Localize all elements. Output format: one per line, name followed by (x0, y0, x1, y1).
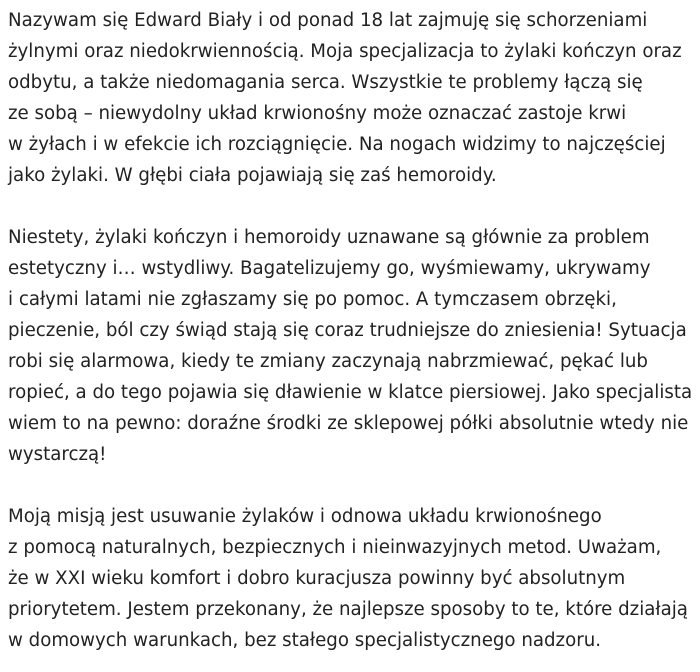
text-line: pieczenie, ból czy świąd stają się coraz trudniejsze do zniesienia! Sytuacja (8, 320, 687, 341)
text-line: ze sobą – niewydolny układ krwionośny może oznaczać zastoje krwi (8, 103, 627, 124)
text-line: Niestety, żylaki kończyn i hemoroidy uznawane są głównie za problem (8, 227, 650, 248)
article-body (8, 5, 696, 656)
text-line: priorytetem. Jestem przekonany, że najlepsze sposoby to te, które działają (8, 599, 688, 620)
text-line: robi się alarmowa, kiedy te zmiany zaczynają nabrzmiewać, pękać lub (8, 351, 648, 372)
text-line: w żyłach i w efekcie ich rozciągnięcie. Na nogach widzimy to najczęściej (8, 134, 666, 155)
text-line: wiem to na pewno: doraźne środki ze sklepowej półki absolutnie wtedy nie (8, 413, 689, 434)
text-line: odbytu, a także niedomagania serca. Wszystkie te problemy łączą się (8, 72, 643, 93)
paragraph-intro (8, 5, 696, 191)
text-line: Moją misją jest usuwanie żylaków i odnowa układu krwionośnego (8, 506, 602, 527)
text-line: z pomocą naturalnych, bezpiecznych i nieinwazyjnych metod. Uważam, (8, 537, 662, 558)
paragraph-mission (8, 501, 696, 656)
text-line: i całymi latami nie zgłaszamy się po pomoc. A tymczasem obrzęki, (8, 289, 617, 310)
text-line: ropieć, a do tego pojawia się dławienie w klatce piersiowej. Jako specjalista (8, 382, 693, 403)
text-line: estetyczny i… wstydliwy. Bagatelizujemy go, wyśmiewamy, ukrywamy (8, 258, 651, 279)
text-line: wystarczą! (8, 444, 107, 465)
text-line: jako żylaki. W głębi ciała pojawiają się zaś hemoroidy. (8, 165, 497, 186)
text-line: żylnymi oraz niedokrwiennością. Moja specjalizacja to żylaki kończyn oraz (8, 41, 682, 62)
text-line: że w XXI wieku komfort i dobro kuracjusza powinny być absolutnym (8, 568, 626, 589)
text-line: Nazywam się Edward Biały i od ponad 18 lat zajmuję się schorzeniami (8, 10, 648, 31)
text-line: w domowych warunkach, bez stałego specjalistycznego nadzoru. (8, 630, 602, 651)
paragraph-problem (8, 222, 696, 470)
